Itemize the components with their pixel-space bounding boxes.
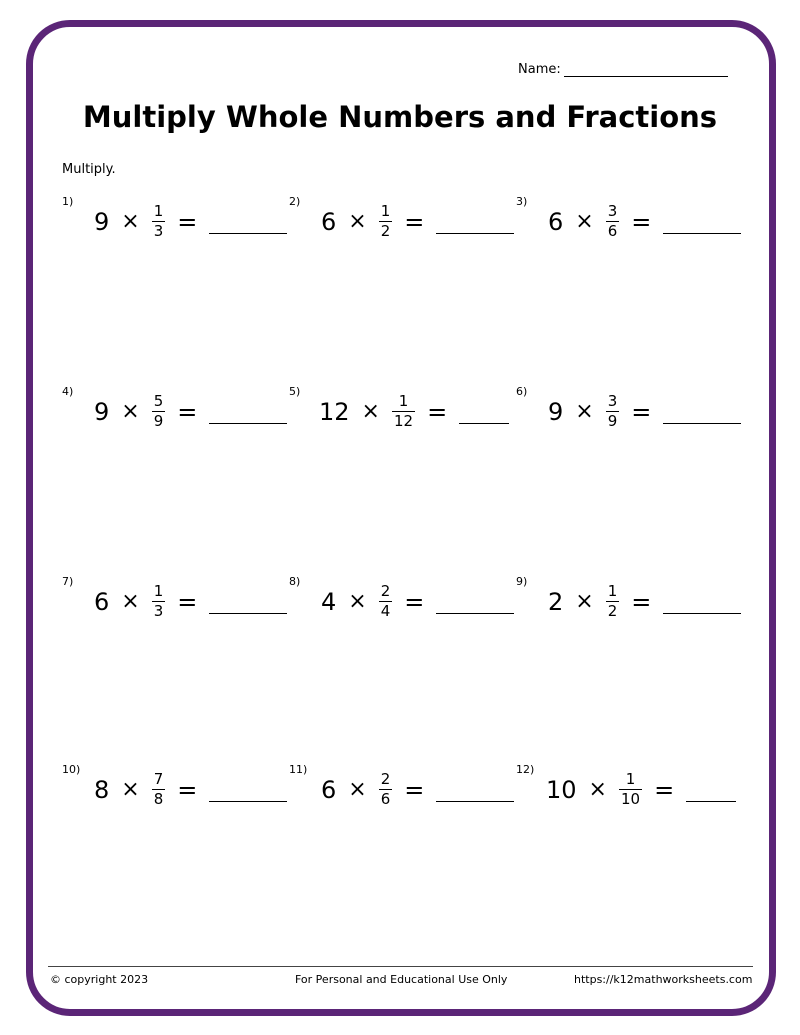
expression bbox=[321, 583, 514, 620]
expression bbox=[546, 771, 736, 808]
whole-number: 4 bbox=[321, 587, 337, 616]
equals-sign: = bbox=[177, 587, 198, 616]
whole-number: 2 bbox=[548, 587, 564, 616]
problem-number: 2) bbox=[289, 195, 301, 208]
expression bbox=[548, 393, 741, 430]
denominator: 3 bbox=[153, 222, 164, 240]
problem-1 bbox=[62, 195, 277, 265]
numerator: 1 bbox=[153, 202, 164, 220]
name-blank-line[interactable] bbox=[564, 63, 728, 77]
answer-blank[interactable] bbox=[209, 589, 287, 614]
expression bbox=[94, 203, 287, 240]
whole-number: 9 bbox=[94, 207, 110, 236]
whole-number: 9 bbox=[94, 397, 110, 426]
whole-number: 6 bbox=[321, 207, 337, 236]
expression bbox=[321, 771, 514, 808]
multiply-sign: × bbox=[575, 399, 594, 424]
denominator: 6 bbox=[607, 222, 618, 240]
problem-number: 7) bbox=[62, 575, 74, 588]
footer-divider bbox=[48, 966, 753, 967]
equals-sign: = bbox=[177, 207, 198, 236]
fraction bbox=[392, 393, 415, 430]
multiply-sign: × bbox=[588, 777, 607, 802]
multiply-sign: × bbox=[121, 209, 140, 234]
answer-blank[interactable] bbox=[436, 209, 514, 234]
multiply-sign: × bbox=[121, 777, 140, 802]
numerator: 1 bbox=[625, 770, 636, 788]
fraction bbox=[152, 203, 166, 240]
numerator: 1 bbox=[607, 582, 618, 600]
problem-number: 11) bbox=[289, 763, 308, 776]
expression bbox=[548, 583, 741, 620]
multiply-sign: × bbox=[575, 209, 594, 234]
denominator: 6 bbox=[380, 790, 391, 808]
page-border bbox=[26, 20, 776, 1016]
fraction bbox=[152, 771, 166, 808]
equals-sign: = bbox=[654, 775, 675, 804]
answer-blank[interactable] bbox=[663, 399, 741, 424]
answer-blank[interactable] bbox=[436, 777, 514, 802]
equals-sign: = bbox=[631, 397, 652, 426]
problem-9 bbox=[516, 575, 731, 645]
expression bbox=[319, 393, 509, 430]
problem-6 bbox=[516, 385, 731, 455]
problem-10 bbox=[62, 763, 277, 833]
problem-5 bbox=[289, 385, 504, 455]
denominator: 12 bbox=[393, 412, 414, 430]
multiply-sign: × bbox=[348, 777, 367, 802]
numerator: 1 bbox=[153, 582, 164, 600]
problem-8 bbox=[289, 575, 504, 645]
multiply-sign: × bbox=[361, 399, 380, 424]
multiply-sign: × bbox=[121, 399, 140, 424]
multiply-sign: × bbox=[575, 589, 594, 614]
whole-number: 12 bbox=[319, 397, 350, 426]
answer-blank[interactable] bbox=[436, 589, 514, 614]
fraction bbox=[606, 583, 620, 620]
numerator: 3 bbox=[607, 202, 618, 220]
fraction bbox=[379, 771, 393, 808]
problem-number: 6) bbox=[516, 385, 528, 398]
denominator: 4 bbox=[380, 602, 391, 620]
fraction bbox=[152, 583, 166, 620]
equals-sign: = bbox=[631, 207, 652, 236]
multiply-sign: × bbox=[121, 589, 140, 614]
expression bbox=[94, 583, 287, 620]
fraction bbox=[379, 203, 393, 240]
name-field[interactable] bbox=[518, 62, 728, 77]
fraction bbox=[152, 393, 166, 430]
numerator: 7 bbox=[153, 770, 164, 788]
denominator: 3 bbox=[153, 602, 164, 620]
numerator: 2 bbox=[380, 582, 391, 600]
problem-number: 4) bbox=[62, 385, 74, 398]
problem-2 bbox=[289, 195, 504, 265]
numerator: 2 bbox=[380, 770, 391, 788]
fraction bbox=[619, 771, 642, 808]
whole-number: 10 bbox=[546, 775, 577, 804]
equals-sign: = bbox=[427, 397, 448, 426]
footer-url[interactable]: https://k12mathworksheets.com bbox=[574, 973, 753, 986]
denominator: 2 bbox=[380, 222, 391, 240]
answer-blank[interactable] bbox=[686, 777, 736, 802]
expression bbox=[548, 203, 741, 240]
whole-number: 6 bbox=[321, 775, 337, 804]
problem-number: 1) bbox=[62, 195, 74, 208]
footer-usage: For Personal and Educational Use Only bbox=[295, 973, 508, 986]
numerator: 3 bbox=[607, 392, 618, 410]
problem-11 bbox=[289, 763, 504, 833]
whole-number: 9 bbox=[548, 397, 564, 426]
equals-sign: = bbox=[404, 775, 425, 804]
whole-number: 6 bbox=[94, 587, 110, 616]
equals-sign: = bbox=[404, 207, 425, 236]
denominator: 2 bbox=[607, 602, 618, 620]
problem-number: 12) bbox=[516, 763, 535, 776]
problem-number: 8) bbox=[289, 575, 301, 588]
numerator: 1 bbox=[398, 392, 409, 410]
expression bbox=[94, 393, 287, 430]
problem-7 bbox=[62, 575, 277, 645]
answer-blank[interactable] bbox=[663, 209, 741, 234]
problem-number: 3) bbox=[516, 195, 528, 208]
expression bbox=[321, 203, 514, 240]
equals-sign: = bbox=[404, 587, 425, 616]
whole-number: 6 bbox=[548, 207, 564, 236]
answer-blank[interactable] bbox=[209, 777, 287, 802]
numerator: 1 bbox=[380, 202, 391, 220]
expression bbox=[94, 771, 287, 808]
name-label: Name: bbox=[518, 62, 561, 77]
worksheet-title: Multiply Whole Numbers and Fractions bbox=[82, 100, 718, 134]
fraction bbox=[606, 393, 620, 430]
denominator: 9 bbox=[153, 412, 164, 430]
equals-sign: = bbox=[631, 587, 652, 616]
equals-sign: = bbox=[177, 397, 198, 426]
denominator: 8 bbox=[153, 790, 164, 808]
answer-blank[interactable] bbox=[209, 399, 287, 424]
fraction bbox=[606, 203, 620, 240]
problem-number: 5) bbox=[289, 385, 301, 398]
fraction bbox=[379, 583, 393, 620]
denominator: 10 bbox=[620, 790, 641, 808]
problem-3 bbox=[516, 195, 731, 265]
problem-4 bbox=[62, 385, 277, 455]
multiply-sign: × bbox=[348, 209, 367, 234]
equals-sign: = bbox=[177, 775, 198, 804]
instructions: Multiply. bbox=[62, 162, 116, 177]
problem-number: 9) bbox=[516, 575, 528, 588]
problem-number: 10) bbox=[62, 763, 81, 776]
answer-blank[interactable] bbox=[209, 209, 287, 234]
denominator: 9 bbox=[607, 412, 618, 430]
whole-number: 8 bbox=[94, 775, 110, 804]
footer-copyright: © copyright 2023 bbox=[50, 973, 149, 986]
answer-blank[interactable] bbox=[663, 589, 741, 614]
problem-12 bbox=[516, 763, 731, 833]
multiply-sign: × bbox=[348, 589, 367, 614]
numerator: 5 bbox=[153, 392, 164, 410]
answer-blank[interactable] bbox=[459, 399, 509, 424]
